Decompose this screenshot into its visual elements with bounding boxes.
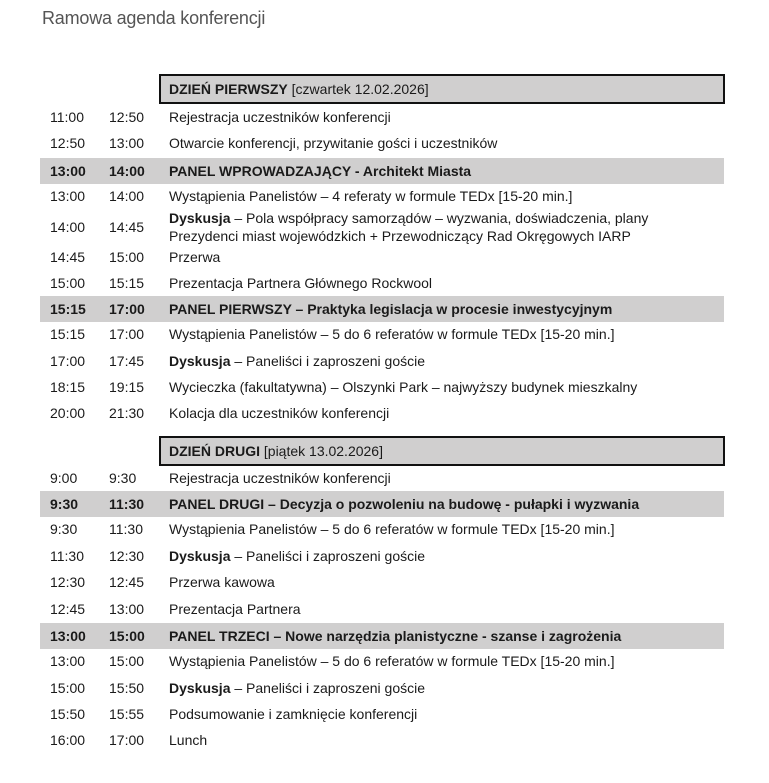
agenda-row	[40, 208, 724, 246]
start-time: 9:30	[50, 521, 78, 537]
day-header-title: DZIEŃ DRUGI	[169, 443, 260, 459]
start-time: 16:00	[50, 732, 86, 748]
start-time: 13:00	[50, 188, 86, 204]
start-time: 13:00	[50, 628, 86, 644]
session-description	[169, 574, 275, 590]
agenda-row	[40, 703, 724, 725]
session-label: Dyskusja	[169, 680, 231, 696]
end-time: 15:55	[109, 706, 145, 722]
panel-row	[40, 158, 724, 184]
session-description	[169, 353, 425, 369]
session-text: Wycieczka (fakultatywna) – Olszynki Park – najwyższy budynek mieszkalny	[169, 379, 638, 395]
end-time: 17:45	[109, 353, 145, 369]
start-time: 15:00	[50, 275, 86, 291]
session-text: Wystąpienia Panelistów – 5 do 6 referatów w formule TEDx [15-20 min.]	[169, 521, 615, 537]
session-text: Podsumowanie i zamknięcie konferencji	[169, 706, 418, 722]
session-text: Wystąpienia Panelistów – 5 do 6 referatów w formule TEDx [15-20 min.]	[169, 326, 615, 342]
agenda-row	[40, 545, 724, 567]
day-header	[159, 74, 725, 104]
start-time: 12:30	[50, 574, 86, 590]
session-subtext: Prezydenci miast wojewódzkich + Przewodniczący Rad Okręgowych IARP	[169, 228, 631, 244]
day-header	[159, 436, 725, 466]
start-time: 11:00	[50, 109, 84, 125]
end-time: 15:00	[109, 628, 145, 644]
start-time: 12:45	[50, 601, 86, 617]
session-description	[169, 135, 497, 151]
session-text: Kolacja dla uczestników konferencji	[169, 405, 390, 421]
session-description	[169, 405, 389, 421]
end-time: 19:15	[109, 379, 145, 395]
agenda-row	[40, 132, 724, 154]
session-label: Dyskusja	[169, 210, 231, 226]
start-time: 15:50	[50, 706, 86, 722]
session-text: – Pola współpracy samorządów – wyzwania, doświadczenia, plany	[230, 210, 649, 226]
end-time: 12:50	[109, 109, 145, 125]
session-text: Otwarcie konferencji, przywitanie gości i uczestników	[169, 135, 498, 151]
agenda-row	[40, 246, 724, 268]
session-description	[169, 628, 621, 644]
session-description	[169, 496, 639, 512]
start-time: 14:00	[50, 219, 86, 235]
session-text: – Paneliści i zaproszeni goście	[230, 548, 426, 564]
agenda-row	[40, 677, 724, 699]
session-label: Dyskusja	[169, 548, 231, 564]
session-text: Rejestracja uczestników konferencji	[169, 109, 391, 125]
session-description	[169, 301, 612, 317]
end-time: 14:00	[109, 163, 145, 179]
session-description	[169, 470, 391, 486]
start-time: 15:00	[50, 680, 86, 696]
session-description	[169, 249, 220, 265]
start-time: 9:00	[50, 470, 78, 486]
panel-row	[40, 491, 724, 517]
session-description	[169, 548, 425, 564]
start-time: 17:00	[50, 353, 86, 369]
end-time: 13:00	[109, 135, 145, 151]
panel-title: PANEL WPROWADZAJĄCY - Architekt Miasta	[169, 163, 472, 179]
session-description	[169, 275, 432, 291]
agenda-row	[40, 729, 724, 751]
start-time: 11:30	[50, 548, 84, 564]
session-description	[169, 521, 614, 537]
end-time: 21:30	[109, 405, 145, 421]
start-time: 20:00	[50, 405, 86, 421]
start-time: 15:15	[50, 326, 86, 342]
session-description	[169, 163, 471, 179]
end-time: 15:00	[109, 249, 145, 265]
session-description	[169, 706, 417, 722]
end-time: 15:15	[109, 275, 145, 291]
end-time: 9:30	[109, 470, 137, 486]
start-time: 13:00	[50, 163, 86, 179]
agenda-row	[40, 598, 724, 620]
session-description	[169, 601, 301, 617]
session-text: – Paneliści i zaproszeni goście	[230, 353, 426, 369]
session-text: Przerwa kawowa	[169, 574, 275, 590]
session-text: Rejestracja uczestników konferencji	[169, 470, 391, 486]
end-time: 12:45	[109, 574, 145, 590]
session-text: Przerwa	[169, 249, 221, 265]
agenda-row	[40, 106, 724, 128]
agenda-row	[40, 650, 724, 672]
end-time: 15:50	[109, 680, 145, 696]
session-text: Wystąpienia Panelistów – 5 do 6 referatów w formule TEDx [15-20 min.]	[169, 653, 615, 669]
end-time: 12:30	[109, 548, 145, 564]
end-time: 14:00	[109, 188, 145, 204]
agenda-row	[40, 571, 724, 593]
agenda-row	[40, 467, 724, 489]
session-text: Lunch	[169, 732, 208, 748]
session-description	[169, 209, 648, 245]
session-description	[169, 326, 614, 342]
agenda-row	[40, 272, 724, 294]
end-time: 13:00	[109, 601, 145, 617]
agenda-row	[40, 518, 724, 540]
agenda-row	[40, 350, 724, 372]
session-text: Wystąpienia Panelistów – 4 referaty w formule TEDx [15-20 min.]	[169, 188, 573, 204]
day-header-title: DZIEŃ PIERWSZY	[169, 81, 288, 97]
agenda-row	[40, 376, 724, 398]
start-time: 9:30	[50, 496, 79, 512]
panel-row	[40, 623, 724, 649]
day-header-date: [czwartek 12.02.2026]	[287, 81, 429, 97]
end-time: 17:00	[109, 301, 145, 317]
end-time: 17:00	[109, 326, 145, 342]
end-time: 11:30	[109, 521, 143, 537]
panel-title: PANEL DRUGI – Decyzja o pozwoleniu na budowę - pułapki i wyzwania	[169, 496, 640, 512]
session-text: Prezentacja Partnera Głównego Rockwool	[169, 275, 433, 291]
session-text: Prezentacja Partnera	[169, 601, 301, 617]
day-header-date: [piątek 13.02.2026]	[260, 443, 383, 459]
agenda-row	[40, 402, 724, 424]
agenda-row	[40, 185, 724, 207]
session-description	[169, 680, 425, 696]
panel-title: PANEL TRZECI – Nowe narzędzia planistyczne - szanse i zagrożenia	[169, 628, 622, 644]
end-time: 15:00	[109, 653, 145, 669]
start-time: 18:15	[50, 379, 86, 395]
session-description	[169, 188, 572, 204]
panel-title: PANEL PIERWSZY – Praktyka legislacja w procesie inwestycyjnym	[169, 301, 613, 317]
start-time: 14:45	[50, 249, 86, 265]
agenda-row	[40, 323, 724, 345]
panel-row	[40, 296, 724, 322]
start-time: 15:15	[50, 301, 86, 317]
session-description	[169, 109, 391, 125]
end-time: 17:00	[109, 732, 145, 748]
start-time: 13:00	[50, 653, 86, 669]
session-description	[169, 732, 207, 748]
session-label: Dyskusja	[169, 353, 231, 369]
session-description	[169, 379, 637, 395]
page-title: Ramowa agenda konferencji	[42, 8, 266, 28]
start-time: 12:50	[50, 135, 86, 151]
end-time: 11:30	[109, 496, 145, 512]
session-description	[169, 653, 614, 669]
end-time: 14:45	[109, 219, 145, 235]
session-text: – Paneliści i zaproszeni goście	[230, 680, 426, 696]
